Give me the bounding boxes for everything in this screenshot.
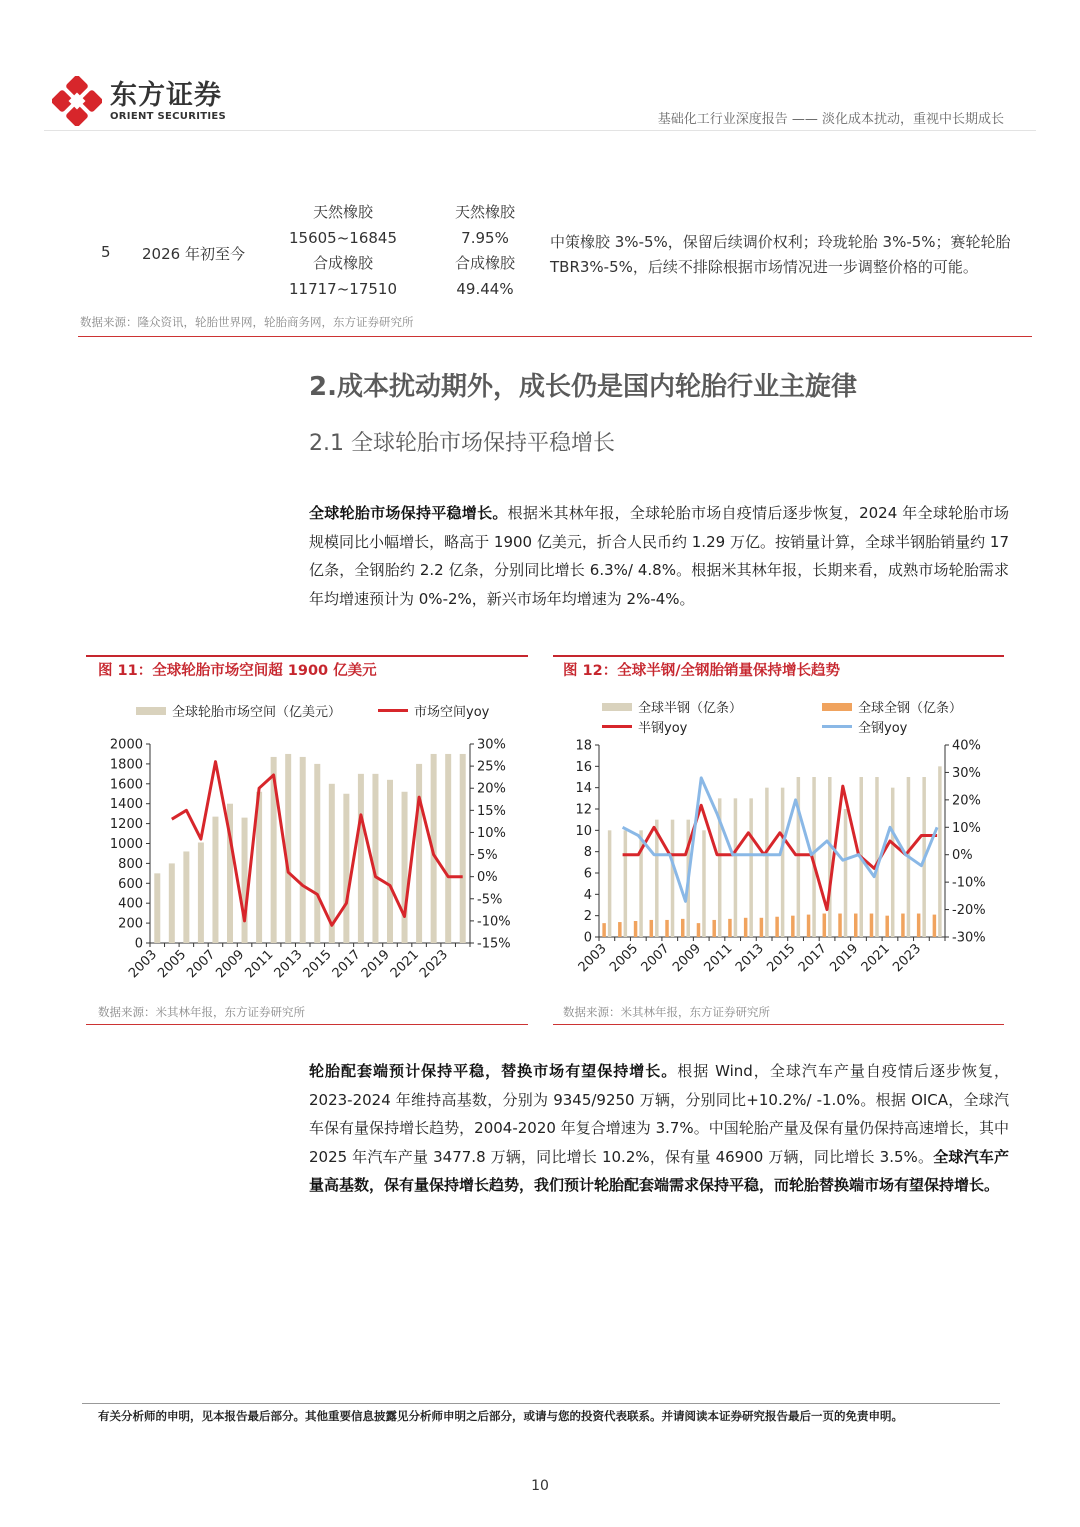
bar [791,916,795,937]
left-tick-label: 1600 [109,777,143,793]
x-tick-label: 2009 [670,941,705,976]
figure-11-top-rule [86,655,528,657]
bar [828,777,832,937]
right-tick-label: 0% [477,870,498,886]
bar [242,818,248,943]
paragraph-body: 根据 Wind，全球汽车产量自疫情后逐步恢复，2023-2024 年维持高基数，分别为 9345/9250 万辆，分别同比+10.2%/ -1.0%。根据 OICA，全球汽车保有量保持增长趋势，2004-2020 年复合增速为 3.7%。中国轮胎产量及保有量仍保持高速增长，其中 2025 年汽车产量 3477.8 万辆，同比增长 10.2%，保有量 46900 万辆，同比增长 3.5%。 [309,1062,1009,1166]
bar [650,920,654,937]
bar [665,920,669,937]
left-tick-label: 4 [583,887,592,903]
left-tick-label: 200 [118,916,143,932]
report-title: 基础化工行业深度报告 —— 淡化成本扰动，重视中长期成长 [657,112,1004,127]
bar [372,774,378,943]
figure-12-legend-all [822,697,962,716]
bar [854,914,858,937]
x-tick-label: 2023 [890,941,925,976]
legend-label: 市场空间yoy [414,705,490,720]
left-tick-label: 0 [583,930,592,946]
x-tick-label: 2013 [271,947,306,982]
bar [387,780,393,943]
paragraph-lead: 全球轮胎市场保持平稳增长。 [309,504,508,522]
figure-12-top-rule [553,655,1004,657]
legend-swatch [136,707,166,715]
bar [358,774,364,943]
x-tick-label: 2019 [358,947,393,982]
header-divider [44,130,1036,131]
figure-11-bottom-rule [86,1024,528,1025]
bar [697,923,701,937]
x-tick-label: 2005 [607,941,642,976]
row-period: 2026 年初至今 [142,245,245,263]
left-tick-label: 1000 [109,837,143,852]
bar [891,788,895,937]
right-tick-label: 25% [477,759,506,775]
bar [933,915,937,937]
x-tick-label: 2015 [300,947,335,982]
row-index: 5 [101,243,111,261]
bar [445,754,451,943]
x-tick-label: 2015 [764,941,799,976]
bar [807,915,811,937]
bar [765,788,769,937]
right-tick-label: -10% [477,914,511,930]
right-tick-label: 15% [477,803,506,819]
bar [624,830,628,937]
x-tick-label: 2021 [387,947,422,982]
price-adjustment-description: 中策橡胶 3%-5%，保留后续调价权利；玲珑轮胎 3%-5%；赛轮轮胎 TBR3%-5%，后续不排除根据市场情况进一步调整价格的可能。 [550,233,1011,276]
logo-mark-icon [52,76,102,126]
price-change-line: 49.44% [456,279,514,298]
figure-12-source: 数据来源：米其林年报，东方证券研究所 [563,1005,770,1019]
bar [402,792,408,943]
bar [314,764,320,943]
bar [702,830,706,937]
price-range-line: 合成橡胶 [312,254,373,272]
paragraph-conclusion: 全球汽车产量高基数，保有量保持增长趋势，我们预计轮胎配套端需求保持平稳，而轮胎替换端市场有望保持增长。 [309,1147,1009,1194]
x-tick-label: 2007 [184,947,219,982]
price-range-line: 15605~16845 [288,228,397,247]
right-tick-label: 20% [952,793,981,809]
figure-11-legend-bar [136,701,341,720]
legend-label: 全球轮胎市场空间（亿美元） [172,705,342,720]
bar [844,809,848,937]
x-tick-label: 2005 [155,947,190,982]
table-source: 数据来源：隆众资讯，轮胎世界网，轮胎商务网，东方证券研究所 [80,315,414,329]
figure-11-chart [86,730,528,1000]
x-tick-label: 2003 [126,947,161,982]
x-tick-label: 2011 [701,941,736,976]
right-tick-label: -15% [477,936,511,952]
bar [885,916,889,937]
subsection-heading: 2.1 全球轮胎市场保持平稳增长 [309,431,615,456]
legend-label: 全钢yoy [858,721,908,736]
footer-divider [82,1403,1000,1404]
x-tick-label: 2011 [242,947,277,982]
legend-label: 半钢yoy [638,721,688,736]
right-tick-label: 30% [477,737,506,753]
price-range-line: 天然橡胶 [312,203,373,221]
legend-label: 全球半钢（亿条） [638,701,743,716]
bar [681,919,685,937]
right-tick-label: -20% [952,903,986,919]
logo-name-cn: 东方证券 [110,79,222,111]
bar [671,820,675,937]
company-logo [52,76,226,126]
x-tick-label: 2013 [732,941,767,976]
bar [938,766,942,937]
left-tick-label: 1200 [109,817,143,833]
left-tick-label: 0 [134,936,143,952]
legend-swatch [602,703,632,711]
x-tick-label: 2017 [329,947,364,982]
price-range-column [283,200,403,302]
figure-12-bottom-rule [553,1024,1004,1025]
bar [870,914,874,937]
figure-12-legend-semi [602,697,742,716]
right-tick-label: -30% [952,930,986,946]
legend-swatch [822,703,852,711]
price-adjustment-row [78,200,1032,304]
right-tick-label: 20% [477,781,506,797]
right-tick-label: -10% [952,875,986,891]
footer-disclaimer: 有关分析师的申明，见本报告最后部分。其他重要信息披露见分析师申明之后部分，或请与您的投资代表联系。并请阅读本证券研究报告最后一页的免责申明。 [98,1409,903,1423]
bar [728,919,732,937]
price-change-line: 7.95% [461,228,509,247]
figure-11-title: 图 11：全球轮胎市场空间超 1900 亿美元 [98,663,377,679]
right-tick-label: -5% [477,892,503,908]
left-tick-label: 1400 [109,797,143,813]
bar [416,764,422,943]
x-tick-label: 2017 [795,941,830,976]
bar [602,923,606,937]
paragraph-lead: 轮胎配套端预计保持平稳，替换市场有望保持增长。 [309,1062,678,1080]
bar [734,798,738,937]
right-tick-label: 40% [952,738,981,754]
x-tick-label: 2009 [213,947,248,982]
right-tick-label: 10% [952,820,981,836]
section-heading: 2.成本扰动期外，成长仍是国内轮胎行业主旋律 [309,372,857,402]
right-tick-label: 5% [477,848,498,864]
bar [169,863,175,943]
legend-swatch [602,725,632,728]
bar [781,788,785,937]
left-tick-label: 400 [118,896,143,912]
price-change-line: 合成橡胶 [454,254,515,272]
figure-12-chart [553,730,1004,1000]
bar [749,798,753,937]
bar [775,917,779,937]
price-change-line: 天然橡胶 [454,203,515,221]
bar [198,843,204,943]
left-tick-label: 14 [575,781,592,797]
x-tick-label: 2023 [417,947,452,982]
bar [212,817,218,943]
left-tick-label: 800 [118,856,143,872]
bar [875,777,879,937]
bar [154,873,160,943]
left-tick-label: 2 [583,909,592,925]
bar [838,914,842,937]
bar [634,921,638,937]
legend-swatch [378,709,408,712]
figure-12-title: 图 12：全球半钢/全钢胎销量保持增长趋势 [563,663,841,679]
left-tick-label: 8 [583,845,592,861]
price-change-column [435,200,535,302]
x-tick-label: 2021 [858,941,893,976]
x-tick-label: 2007 [638,941,673,976]
page-number: 10 [531,1478,549,1494]
left-tick-label: 12 [575,802,592,818]
bar [608,830,612,937]
right-tick-label: 30% [952,765,981,781]
left-tick-label: 1800 [109,757,143,773]
series-line [623,786,938,910]
bar [760,918,764,937]
legend-label: 全球全钢（亿条） [858,701,963,716]
left-tick-label: 10 [575,823,592,839]
x-tick-label: 2003 [575,941,610,976]
figure-11-legend-line [378,701,489,720]
right-tick-label: 0% [952,848,973,864]
bar [460,754,466,943]
bar [300,757,306,943]
x-tick-label: 2019 [827,941,862,976]
left-tick-label: 6 [583,866,592,882]
right-tick-label: 10% [477,825,506,841]
bar [823,914,827,937]
bar [343,794,349,943]
bar [901,914,905,937]
left-tick-label: 600 [118,876,143,892]
table-bottom-rule [78,336,1032,337]
figure-11-source: 数据来源：米其林年报，东方证券研究所 [98,1005,305,1019]
paragraph-market-growth [309,499,1009,613]
left-tick-label: 2000 [109,737,143,753]
paragraph-body: 根据米其林年报，全球轮胎市场自疫情后逐步恢复，2024 年全球轮胎市场规模同比小幅增长，略高于 1900 亿美元，折合人民币约 1.29 万亿。按销量计算，全球半钢胎销量约 17 亿条，全钢胎约 2.2 亿条，分别同比增长 6.3%/ 4.8%。根据米其林年报，长期来看，成熟市场轮胎需求年均增速预计为 0%-2%，新兴市场年均增速为 2%-4%。 [309,504,1009,608]
left-tick-label: 18 [575,738,592,754]
legend-swatch [822,725,852,728]
left-tick-label: 16 [575,759,592,775]
paragraph-oe-replacement [309,1057,1009,1200]
bar [183,851,189,943]
bar [712,920,716,937]
bar [917,914,921,937]
bar [744,918,748,937]
price-range-line: 11717~17510 [288,279,397,298]
bar [618,922,622,937]
logo-name-en: ORIENT SECURITIES [110,110,227,122]
